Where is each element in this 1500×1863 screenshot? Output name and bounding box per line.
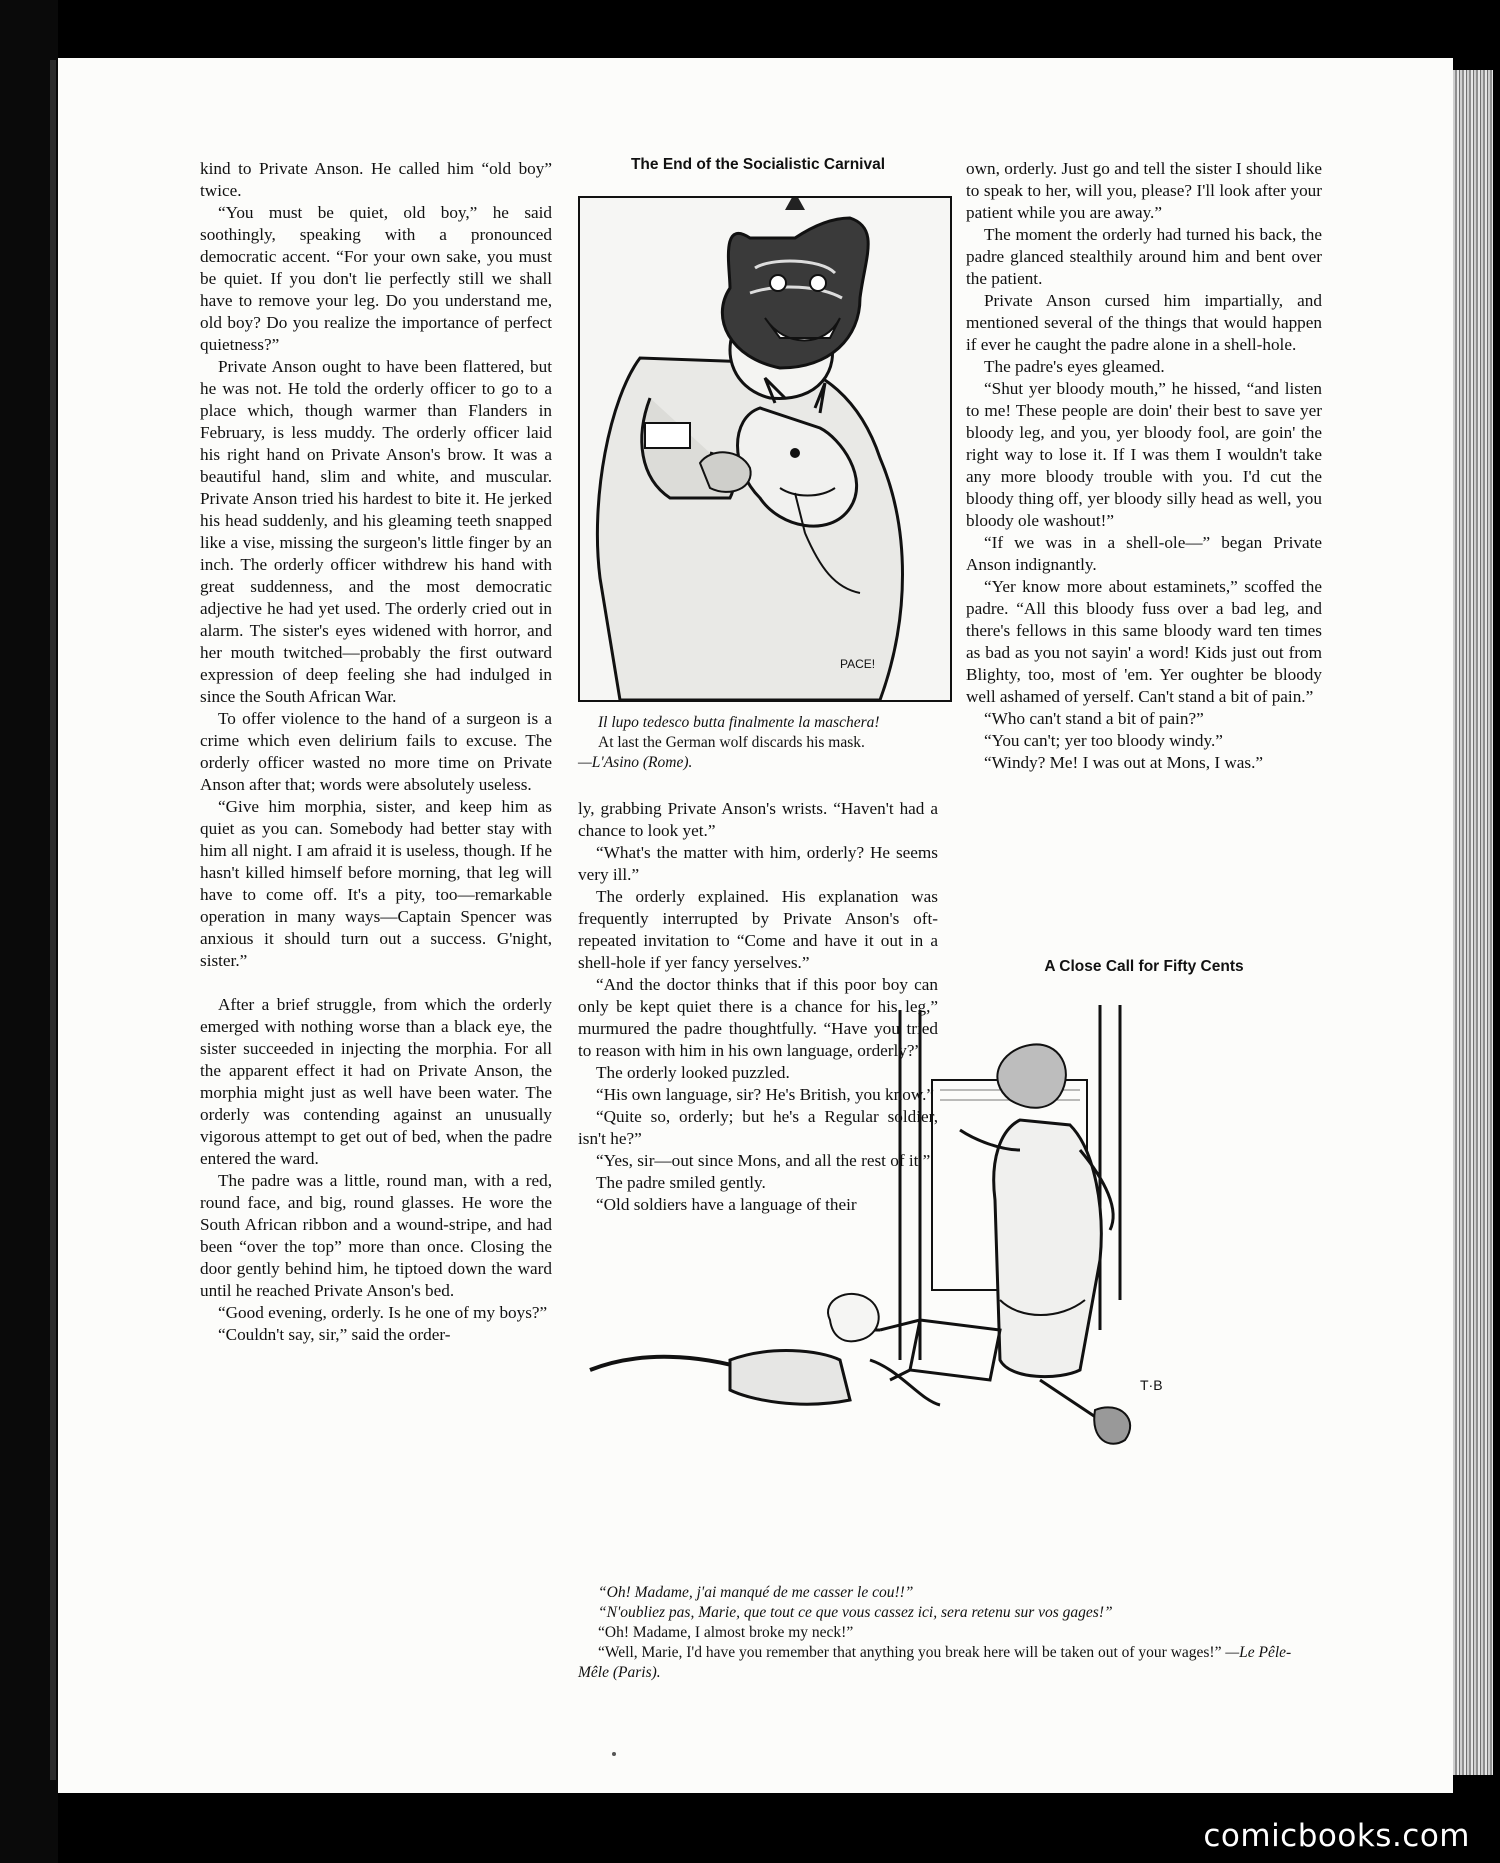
wolf-illustration	[580, 198, 950, 700]
paragraph: “His own language, sir? He's British, you know.”	[596, 1085, 935, 1104]
paragraph: “If we was in a shell-ole—” began Private Anson indignantly.	[966, 533, 1322, 574]
paragraph: “Yes, sir—out since Mons, and all the rest of it.”	[596, 1151, 931, 1170]
paragraph: “And the doctor thinks that if this poor boy can only be kept quiet there is a chance for his leg,” murmured the padre thoughtfully. “Have you tried to reason with him in his own language, orderly?”	[578, 975, 938, 1060]
paragraph: The orderly explained. His explanation was frequently interrupted by Private Anson's oft-repeated invitation to “Come and have it out in a shell-hole if yer fancy yerselves.”	[578, 887, 938, 972]
cartoon-signature: T·B	[1140, 1377, 1163, 1393]
paragraph: “You can't; yer too bloody windy.”	[984, 731, 1223, 750]
paragraph: “Who can't stand a bit of pain?”	[984, 709, 1204, 728]
paragraph: The padre's eyes gleamed.	[984, 357, 1165, 376]
paragraph: “You must be quiet, old boy,” he said soothingly, speaking with a pronounced democratic accent. “For your own sake, you must be quiet. If you don't lie perfectly still we shall have to remove your leg. Do you understand me, old boy? Do you realize the importance of perfect quietness?”	[200, 203, 552, 354]
caption-french-1: “Oh! Madame, j'ai manqué de me casser le cou!!”	[598, 1584, 914, 1601]
maid-caption	[578, 1583, 1318, 1683]
caption-italian: Il lupo tedesco butta finalmente la maschera!	[598, 714, 880, 731]
site-watermark: comicbooks.com	[1203, 1818, 1470, 1854]
paragraph: “Yer know more about estaminets,” scoffed the padre. “All this bloody fuss over a bad leg, and there's fellows in this same bloody ward ten times as bad as you not sayin' a word! Kids just out from Blighty, too, most of 'em. Yer oughter be bloody well ashamed of yerself. Can't stand a bit of pain.”	[966, 577, 1322, 706]
wolf-cartoon	[578, 196, 952, 702]
page-speck	[612, 1752, 616, 1756]
maid-illustration	[580, 1000, 1322, 1565]
cartoon-title-wolf: The End of the Socialistic Carnival	[630, 156, 886, 173]
paragraph: “Windy? Me! I was out at Mons, I was.”	[984, 753, 1264, 772]
caption-french-2: “N'oubliez pas, Marie, que tout ce que vous cassez ici, sera retenu sur vos gages!”	[598, 1604, 1113, 1621]
caption-source: —Le Pêle-Mêle (Paris).	[578, 1644, 1292, 1681]
paragraph: “What's the matter with him, orderly? He seems very ill.”	[578, 843, 938, 884]
paragraph: The padre was a little, round man, with a red, round face, and big, round glasses. He wore the South African ribbon and a wound-stripe, and had been “over the top” more than once. Closing the door gently behind him, he tiptoed down the ward until he reached Private Anson's bed.	[200, 1171, 552, 1300]
paragraph: Private Anson cursed him impartially, and mentioned several of the things that would happen if ever he caught the padre alone in a shell-hole.	[966, 291, 1322, 354]
cartoon-signature: PACE!	[840, 657, 876, 671]
paragraph: “Couldn't say, sir,” said the order-	[218, 1325, 451, 1344]
paragraph: To offer violence to the hand of a surgeon is a crime which even delirium fails to excuse. The orderly officer wasted no more time on Private Anson after that; words were absolutely useless.	[200, 709, 552, 794]
page-edge-stack	[1453, 70, 1493, 1775]
binding-shadow	[50, 60, 56, 1780]
maid-cartoon	[580, 1000, 1322, 1565]
wolf-caption	[578, 713, 958, 773]
paragraph: “Old soldiers have a language of their	[596, 1195, 857, 1214]
paragraph: own, orderly. Just go and tell the sister I should like to speak to her, will you, please? I'll look after your patient while you are away.”	[966, 159, 1322, 222]
paragraph: After a brief struggle, from which the orderly emerged with nothing worse than a black eye, the sister succeeded in injecting the morphia. For all the apparent effect it had on Private Anson, the morphia might just as well have been water. The orderly was contending against an unusually vigorous attempt to get out of bed, when the padre entered the ward.	[200, 995, 552, 1168]
paragraph: “Shut yer bloody mouth,” he hissed, “and listen to me! These people are doin' their best to save yer bloody leg, and you, yer bloody fool, are goin' the right way to lose it. If I was them I wouldn't take any more bloody trouble with you. I'd cut the bloody thing off, yer bloody silly head as well, you bloody ole washout!”	[966, 379, 1322, 530]
text-column-right	[966, 158, 1322, 774]
paragraph: “Give him morphia, sister, and keep him as quiet as you can. Somebody had better stay with him all night. I am afraid it is useless, though. If he hasn't killed himself before morning, that leg will have to come off. It's a pity, too—remarkable operation in many ways—Captain Spencer was anxious it should turn out a success. G'night, sister.”	[200, 797, 552, 970]
paragraph: The moment the orderly had turned his back, the padre glanced stealthily around him and bent over the patient.	[966, 225, 1322, 288]
caption-english-1: “Oh! Madame, I almost broke my neck!”	[598, 1624, 854, 1641]
paragraph: The orderly looked puzzled.	[596, 1063, 790, 1082]
paragraph: The padre smiled gently.	[596, 1173, 766, 1192]
paragraph: Private Anson ought to have been flattered, but he was not. He told the orderly officer to go to a place which, though warmer than Flanders in February, is less muddy. The orderly officer laid his right hand on Private Anson's brow. It was a beautiful hand, slim and white, and muscular. Private Anson tried his hardest to bite it. He jerked his head suddenly, and his gleaming teeth snapped like a vise, missing the surgeon's little finger by an inch. The orderly officer withdrew his hand with great suddenness, and the most democratic adjective he had yet used. The orderly cried out in alarm. The sister's eyes widened with horror, and her mouth twitched—probably the first outward expression of deep feeling she had indulged in since the South African War.	[200, 357, 552, 706]
caption-source: —L'Asino (Rome).	[578, 754, 693, 771]
text-column-left	[200, 158, 552, 1346]
caption-english-2: “Well, Marie, I'd have you remember that anything you break here will be taken out of your wages!”	[598, 1644, 1222, 1661]
paragraph: ly, grabbing Private Anson's wrists. “Haven't had a chance to look yet.”	[578, 799, 938, 840]
caption-english: At last the German wolf discards his mask.	[598, 734, 865, 751]
paragraph: “Quite so, orderly; but he's a Regular soldier, isn't he?”	[578, 1107, 938, 1148]
cartoon-title-maid: A Close Call for Fifty Cents	[1044, 958, 1244, 975]
paragraph: “Good evening, orderly. Is he one of my boys?”	[218, 1303, 548, 1322]
paragraph: kind to Private Anson. He called him “old boy” twice.	[200, 159, 552, 200]
